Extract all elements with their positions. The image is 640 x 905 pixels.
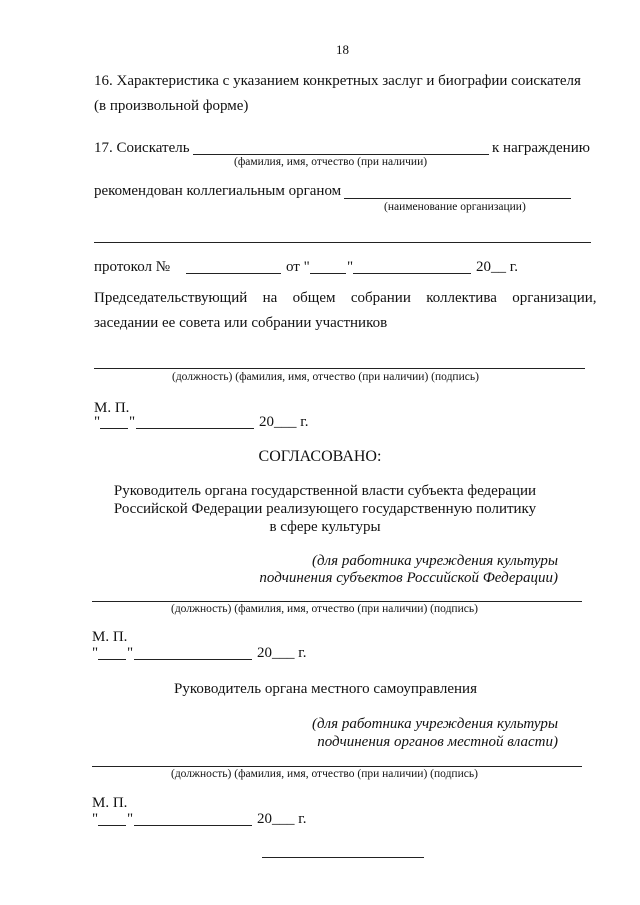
protocol-month-field[interactable]: [353, 273, 471, 274]
item17-tail: к награждению: [492, 140, 590, 156]
organization-field[interactable]: [344, 198, 571, 199]
protocol-day-field[interactable]: [310, 273, 346, 274]
signature-line-3[interactable]: [92, 766, 582, 767]
local-note1: (для работника учреждения культуры: [311, 716, 558, 732]
approved-heading: СОГЛАСОВАНО:: [258, 448, 382, 465]
date-month-field-1[interactable]: [136, 428, 254, 429]
date-open-quote-2: ": [92, 645, 99, 661]
applicant-name-field[interactable]: [193, 154, 489, 155]
signature-line-1[interactable]: [94, 368, 585, 369]
regional-line2: Российской Федерации реализующего государственную политику: [113, 501, 537, 517]
recommended-label: рекомендован коллегиальным органом: [94, 183, 342, 199]
date-month-field-2[interactable]: [134, 659, 252, 660]
regional-line1: Руководитель органа государственной власти субъекта федерации: [113, 483, 537, 499]
mp-label-2: М. П.: [92, 629, 128, 645]
date-year-2: 20___ г.: [257, 645, 307, 661]
date-close-quote-2: ": [127, 645, 134, 661]
signature-caption-2: (должность) (фамилия, имя, отчество (при наличии) (подпись): [171, 603, 478, 615]
protocol-from: от ": [286, 259, 310, 275]
local-title: Руководитель органа местного самоуправления: [174, 681, 477, 697]
date-year-3: 20___ г.: [257, 811, 307, 827]
local-note2: подчинения органов местной власти): [317, 734, 558, 750]
protocol-quote: ": [347, 259, 354, 275]
signature-caption-1: (должность) (фамилия, имя, отчество (при наличии) (подпись): [172, 371, 479, 383]
chairman-line1: Председательствующий на общем собрании коллектива организации,: [94, 290, 597, 306]
date-open-quote-1: ": [94, 414, 101, 430]
regional-line3: в сфере культуры: [269, 519, 381, 535]
date-year-1: 20___ г.: [259, 414, 309, 430]
page-number: 18: [336, 42, 349, 57]
date-close-quote-3: ": [127, 811, 134, 827]
item16-note: (в произвольной форме): [94, 98, 249, 114]
item17-label: 17. Соискатель: [94, 140, 190, 156]
date-day-field-3[interactable]: [98, 825, 126, 826]
org-caption: (наименование организации): [384, 201, 526, 213]
date-close-quote-1: ": [129, 414, 136, 430]
fio-caption: (фамилия, имя, отчество (при наличии): [234, 156, 428, 168]
signature-line-2[interactable]: [92, 601, 582, 602]
signature-caption-3: (должность) (фамилия, имя, отчество (при наличии) (подпись): [171, 768, 478, 780]
protocol-label: протокол №: [94, 259, 171, 275]
date-day-field-2[interactable]: [98, 659, 126, 660]
date-day-field-1[interactable]: [100, 428, 128, 429]
date-month-field-3[interactable]: [134, 825, 252, 826]
chairman-line2: заседании ее совета или собрании участников: [94, 315, 388, 331]
closing-divider: [262, 857, 424, 858]
item16-text: 16. Характеристика с указанием конкретных заслуг и биографии соискателя: [94, 73, 581, 89]
regional-note2: подчинения субъектов Российской Федерации): [259, 570, 558, 586]
mp-label-3: М. П.: [92, 795, 128, 811]
protocol-number-field[interactable]: [186, 273, 281, 274]
protocol-year: 20__ г.: [476, 259, 518, 275]
mp-label-1: М. П.: [94, 400, 130, 416]
regional-note1: (для работника учреждения культуры: [311, 553, 558, 569]
organization-field-continued[interactable]: [94, 242, 591, 243]
date-open-quote-3: ": [92, 811, 99, 827]
